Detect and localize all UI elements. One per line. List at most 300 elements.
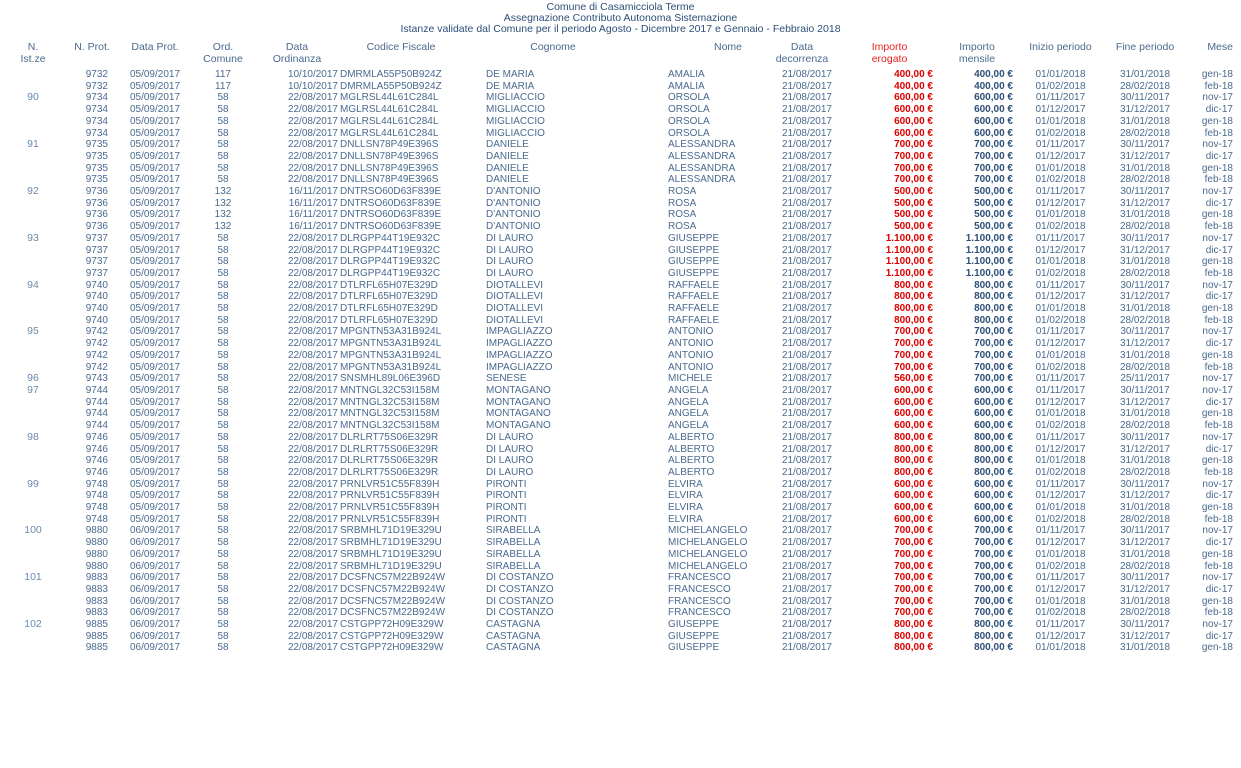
cell-inizio-periodo: 01/02/2018: [1035, 267, 1086, 279]
cell-mese: dic-17: [1205, 630, 1233, 642]
cell-n-prot: 9742: [85, 326, 108, 338]
cell-fine-periodo: 31/12/2017: [1119, 338, 1171, 350]
cell-mese: feb-18: [1204, 361, 1233, 373]
cell-data-ordinanza: 22/08/2017: [287, 455, 338, 467]
cell-ord-comune: 58: [217, 513, 229, 525]
cell-inizio-periodo: 01/01/2018: [1035, 408, 1086, 420]
table-row: [0, 455, 1241, 467]
cell-data-prot: 05/09/2017: [129, 197, 181, 209]
cell-cognome: DI LAURO: [486, 455, 534, 467]
cell-nome: ORSOLA: [668, 115, 710, 127]
cell-data-ordinanza: 22/08/2017: [287, 104, 338, 116]
cell-fine-periodo: 31/01/2018: [1119, 115, 1171, 127]
cell-data-prot: 05/09/2017: [129, 455, 181, 467]
cell-mese: gen-18: [1201, 548, 1233, 560]
cell-data-ordinanza: 22/08/2017: [287, 291, 338, 303]
cell-n-istze: [0, 291, 66, 303]
cell-importo-mensile: 500,00 €: [974, 186, 1013, 198]
cell-n-istze: 97: [27, 384, 39, 396]
cell-nome: GIUSEPPE: [668, 232, 720, 244]
cell-inizio-periodo: 01/12/2017: [1035, 104, 1086, 116]
cell-codice-fiscale: MNTNGL32C53I158M: [340, 396, 440, 408]
cell-data-ordinanza: 22/08/2017: [287, 256, 338, 268]
cell-ord-comune: 58: [217, 548, 229, 560]
cell-importo-mensile: 600,00 €: [974, 502, 1013, 514]
cell-importo-erogato: 800,00 €: [894, 279, 933, 291]
cell-n-istze: 96: [27, 373, 39, 385]
cell-data-decorrenza: 21/08/2017: [781, 513, 832, 525]
cell-codice-fiscale: PRNLVR51C55F839H: [340, 502, 440, 514]
header-label-line1: Mese: [1207, 41, 1233, 53]
cell-inizio-periodo: 01/12/2017: [1035, 537, 1086, 549]
cell-mese: dic-17: [1205, 291, 1233, 303]
cell-cognome: PIRONTI: [486, 490, 527, 502]
cell-inizio-periodo: 01/11/2017: [1035, 186, 1086, 198]
cell-n-istze: [0, 116, 66, 128]
cell-fine-periodo: 28/02/2018: [1119, 513, 1171, 525]
table-row: [0, 174, 1241, 186]
cell-data-decorrenza: 21/08/2017: [781, 384, 832, 396]
cell-mese: dic-17: [1205, 396, 1233, 408]
cell-inizio-periodo: 01/12/2017: [1035, 197, 1086, 209]
cell-mese: nov-17: [1202, 572, 1233, 584]
cell-inizio-periodo: 01/12/2017: [1035, 583, 1086, 595]
cell-n-prot: 9737: [85, 244, 108, 256]
cell-importo-mensile: 600,00 €: [974, 408, 1013, 420]
cell-importo-erogato: 800,00 €: [894, 443, 933, 455]
cell-n-istze: [0, 104, 66, 116]
cell-mese: feb-18: [1204, 420, 1233, 432]
cell-data-decorrenza: 21/08/2017: [781, 408, 832, 420]
cell-mese: gen-18: [1201, 256, 1233, 268]
cell-n-istze: 94: [27, 279, 39, 291]
cell-importo-mensile: 1.100,00 €: [965, 267, 1013, 279]
table-row: [0, 467, 1241, 479]
cell-nome: ROSA: [668, 197, 697, 209]
cell-data-prot: 06/09/2017: [129, 560, 181, 572]
cell-inizio-periodo: 01/02/2018: [1035, 361, 1086, 373]
cell-mese: gen-18: [1201, 408, 1233, 420]
table-row: [0, 291, 1241, 303]
cell-mese: dic-17: [1205, 104, 1233, 116]
cell-codice-fiscale: DLRLRT75S06E329R: [340, 431, 439, 443]
cell-fine-periodo: 31/12/2017: [1119, 291, 1171, 303]
cell-importo-mensile: 1.100,00 €: [965, 244, 1013, 256]
cell-inizio-periodo: 01/11/2017: [1035, 373, 1086, 385]
cell-n-prot: 9748: [85, 513, 108, 525]
cell-nome: ANGELA: [668, 408, 709, 420]
cell-mese: dic-17: [1205, 443, 1233, 455]
cell-importo-erogato: 700,00 €: [894, 572, 933, 584]
cell-n-istze: 99: [27, 478, 39, 490]
cell-importo-erogato: 1.100,00 €: [885, 244, 933, 256]
cell-data-decorrenza: 21/08/2017: [781, 244, 832, 256]
cell-data-decorrenza: 21/08/2017: [781, 619, 832, 631]
cell-cognome: DANIELE: [486, 150, 529, 162]
cell-fine-periodo: 31/12/2017: [1119, 150, 1171, 162]
cell-data-ordinanza: 22/08/2017: [287, 548, 338, 560]
cell-fine-periodo: 31/12/2017: [1119, 630, 1171, 642]
cell-cognome: D'ANTONIO: [486, 209, 541, 221]
table-row: [0, 362, 1241, 374]
cell-importo-mensile: 600,00 €: [974, 115, 1013, 127]
cell-inizio-periodo: 01/11/2017: [1035, 92, 1086, 104]
header-label-line1: Inizio periodo: [1029, 41, 1092, 53]
cell-cognome: MONTAGANO: [486, 396, 551, 408]
cell-cognome: SIRABELLA: [486, 537, 541, 549]
table-row: [0, 326, 1241, 338]
cell-importo-erogato: 800,00 €: [894, 630, 933, 642]
cell-data-prot: 05/09/2017: [129, 478, 181, 490]
table-row: [0, 432, 1241, 444]
header-label-line2: decorrenza: [775, 53, 829, 65]
cell-cognome: DI COSTANZO: [486, 607, 554, 619]
cell-n-istze: [0, 268, 66, 280]
cell-ord-comune: 58: [217, 361, 229, 373]
cell-data-decorrenza: 21/08/2017: [781, 232, 832, 244]
cell-n-prot: 9737: [85, 256, 108, 268]
cell-importo-erogato: 500,00 €: [894, 209, 933, 221]
cell-importo-mensile: 700,00 €: [974, 537, 1013, 549]
cell-importo-erogato: 700,00 €: [894, 338, 933, 350]
col-importo-erogato: [842, 41, 937, 69]
cell-inizio-periodo: 01/12/2017: [1035, 150, 1086, 162]
cell-data-decorrenza: 21/08/2017: [781, 455, 832, 467]
cell-importo-erogato: 560,00 €: [894, 373, 933, 385]
cell-n-istze: [0, 362, 66, 374]
table-row: [0, 525, 1241, 537]
cell-fine-periodo: 31/01/2018: [1119, 256, 1171, 268]
cell-importo-mensile: 700,00 €: [974, 583, 1013, 595]
cell-data-prot: 05/09/2017: [129, 232, 181, 244]
cell-importo-mensile: 600,00 €: [974, 396, 1013, 408]
cell-nome: GIUSEPPE: [668, 244, 720, 256]
cell-mese: feb-18: [1204, 607, 1233, 619]
cell-cognome: DE MARIA: [486, 69, 535, 80]
cell-nome: AMALIA: [668, 80, 705, 92]
cell-codice-fiscale: DTLRFL65H07E329D: [340, 279, 438, 291]
cell-cognome: PIRONTI: [486, 513, 527, 525]
table-row: [0, 607, 1241, 619]
cell-data-decorrenza: 21/08/2017: [781, 443, 832, 455]
cell-fine-periodo: 31/01/2018: [1119, 69, 1171, 80]
cell-fine-periodo: 30/11/2017: [1120, 572, 1170, 584]
cell-importo-erogato: 700,00 €: [894, 583, 933, 595]
cell-cognome: CASTAGNA: [486, 619, 541, 631]
cell-data-prot: 05/09/2017: [129, 80, 181, 92]
cell-codice-fiscale: MGLRSL44L61C284L: [340, 104, 439, 116]
cell-codice-fiscale: DNLLSN78P49E396S: [340, 150, 439, 162]
cell-n-istze: [0, 81, 66, 93]
table-row: [0, 350, 1241, 362]
cell-ord-comune: 58: [217, 174, 229, 186]
table-body: [0, 69, 1241, 654]
cell-cognome: DIOTALLEVI: [486, 303, 544, 315]
table-row: [0, 139, 1241, 151]
cell-ord-comune: 58: [217, 466, 229, 478]
table-row: [0, 479, 1241, 491]
cell-importo-erogato: 600,00 €: [894, 513, 933, 525]
cell-cognome: CASTAGNA: [486, 642, 541, 654]
cell-cognome: SIRABELLA: [486, 560, 541, 572]
cell-n-istze: [0, 163, 66, 175]
cell-ord-comune: 58: [217, 162, 229, 174]
cell-n-istze: [0, 420, 66, 432]
cell-nome: FRANCESCO: [668, 583, 731, 595]
cell-n-prot: 9742: [85, 361, 108, 373]
cell-codice-fiscale: DNTRSO60D63F839E: [340, 221, 442, 233]
cell-importo-erogato: 700,00 €: [894, 349, 933, 361]
cell-cognome: DIOTALLEVI: [486, 314, 544, 326]
cell-importo-mensile: 800,00 €: [974, 279, 1013, 291]
cell-n-prot: 9737: [85, 267, 108, 279]
cell-inizio-periodo: 01/01/2018: [1035, 69, 1086, 80]
col-inizio-periodo: [1017, 41, 1104, 69]
cell-data-prot: 06/09/2017: [129, 583, 181, 595]
cell-data-decorrenza: 21/08/2017: [781, 537, 832, 549]
cell-ord-comune: 58: [217, 267, 229, 279]
cell-mese: feb-18: [1204, 80, 1233, 92]
table-row: [0, 256, 1241, 268]
cell-inizio-periodo: 01/02/2018: [1035, 607, 1086, 619]
table-row: [0, 549, 1241, 561]
table-row: [0, 561, 1241, 573]
header-label-line1: N. Prot.: [74, 41, 110, 53]
cell-inizio-periodo: 01/11/2017: [1035, 525, 1086, 537]
cell-importo-mensile: 800,00 €: [974, 642, 1013, 654]
cell-codice-fiscale: DCSFNC57M22B924W: [340, 607, 446, 619]
cell-data-ordinanza: 22/08/2017: [287, 513, 338, 525]
cell-codice-fiscale: MNTNGL32C53I158M: [340, 420, 440, 432]
cell-inizio-periodo: 01/01/2018: [1035, 595, 1086, 607]
cell-fine-periodo: 31/01/2018: [1119, 209, 1171, 221]
cell-data-ordinanza: 22/08/2017: [287, 443, 338, 455]
cell-n-istze: 102: [24, 619, 42, 631]
cell-nome: ALESSANDRA: [668, 150, 736, 162]
istanze-table: [0, 41, 1241, 654]
cell-mese: nov-17: [1202, 373, 1233, 385]
cell-data-prot: 05/09/2017: [129, 209, 181, 221]
cell-inizio-periodo: 01/01/2018: [1035, 162, 1086, 174]
cell-n-prot: 9744: [85, 384, 108, 396]
cell-fine-periodo: 31/01/2018: [1119, 303, 1171, 315]
cell-inizio-periodo: 01/11/2017: [1035, 619, 1086, 631]
cell-data-prot: 05/09/2017: [129, 396, 181, 408]
cell-nome: MICHELANGELO: [668, 537, 748, 549]
cell-inizio-periodo: 01/02/2018: [1035, 127, 1086, 139]
cell-ord-comune: 58: [217, 338, 229, 350]
cell-n-istze: [0, 490, 66, 502]
col-n-prot: [66, 41, 118, 69]
cell-codice-fiscale: DMRMLA55P50B924Z: [340, 69, 442, 80]
cell-mese: nov-17: [1202, 525, 1233, 537]
cell-data-prot: 05/09/2017: [129, 513, 181, 525]
cell-ord-comune: 58: [217, 595, 229, 607]
cell-fine-periodo: 28/02/2018: [1119, 560, 1171, 572]
cell-importo-erogato: 1.100,00 €: [885, 267, 933, 279]
cell-fine-periodo: 31/12/2017: [1119, 244, 1171, 256]
cell-importo-mensile: 500,00 €: [974, 209, 1013, 221]
cell-codice-fiscale: DCSFNC57M22B924W: [340, 595, 446, 607]
cell-nome: ORSOLA: [668, 104, 710, 116]
cell-data-decorrenza: 21/08/2017: [781, 162, 832, 174]
cell-codice-fiscale: SRBMHL71D19E329U: [340, 548, 442, 560]
table-row: [0, 280, 1241, 292]
cell-data-decorrenza: 21/08/2017: [781, 326, 832, 338]
cell-codice-fiscale: SRBMHL71D19E329U: [340, 560, 442, 572]
cell-cognome: DIOTALLEVI: [486, 291, 544, 303]
cell-data-prot: 05/09/2017: [129, 69, 181, 80]
cell-data-decorrenza: 21/08/2017: [781, 338, 832, 350]
cell-data-ordinanza: 22/08/2017: [287, 502, 338, 514]
cell-ord-comune: 58: [217, 384, 229, 396]
cell-cognome: DANIELE: [486, 174, 529, 186]
cell-importo-erogato: 400,00 €: [894, 80, 933, 92]
cell-codice-fiscale: PRNLVR51C55F839H: [340, 478, 440, 490]
cell-n-prot: 9735: [85, 174, 108, 186]
cell-fine-periodo: 28/02/2018: [1119, 174, 1171, 186]
cell-data-ordinanza: 22/08/2017: [287, 396, 338, 408]
cell-data-ordinanza: 22/08/2017: [287, 478, 338, 490]
col-codice-fiscale: [340, 41, 462, 69]
cell-ord-comune: 58: [217, 396, 229, 408]
cell-data-decorrenza: 21/08/2017: [781, 197, 832, 209]
cell-codice-fiscale: DTLRFL65H07E329D: [340, 303, 438, 315]
cell-inizio-periodo: 01/12/2017: [1035, 244, 1086, 256]
cell-importo-mensile: 800,00 €: [974, 466, 1013, 478]
cell-codice-fiscale: DLRLRT75S06E329R: [340, 443, 439, 455]
cell-mese: gen-18: [1201, 162, 1233, 174]
cell-cognome: MIGLIACCIO: [486, 92, 545, 104]
cell-ord-comune: 58: [217, 607, 229, 619]
cell-ord-comune: 58: [217, 256, 229, 268]
cell-mese: dic-17: [1205, 338, 1233, 350]
cell-importo-mensile: 1.100,00 €: [965, 256, 1013, 268]
table-row: [0, 373, 1241, 385]
cell-mese: gen-18: [1201, 209, 1233, 221]
cell-ord-comune: 58: [217, 431, 229, 443]
cell-n-prot: 9734: [85, 127, 108, 139]
cell-nome: GIUSEPPE: [668, 642, 720, 654]
cell-cognome: DI LAURO: [486, 232, 534, 244]
cell-data-prot: 05/09/2017: [129, 139, 181, 151]
cell-ord-comune: 58: [217, 349, 229, 361]
cell-n-prot: 9883: [85, 583, 108, 595]
cell-inizio-periodo: 01/01/2018: [1035, 349, 1086, 361]
cell-nome: ELVIRA: [668, 502, 703, 514]
cell-importo-mensile: 700,00 €: [974, 150, 1013, 162]
cell-n-prot: 9732: [85, 69, 108, 80]
title-comune: Comune di Casamicciola Terme: [546, 1, 695, 13]
cell-importo-erogato: 700,00 €: [894, 162, 933, 174]
cell-nome: ELVIRA: [668, 513, 703, 525]
cell-n-istze: [0, 514, 66, 526]
cell-data-decorrenza: 21/08/2017: [781, 595, 832, 607]
cell-mese: feb-18: [1204, 127, 1233, 139]
cell-nome: ANGELA: [668, 384, 709, 396]
cell-importo-erogato: 700,00 €: [894, 537, 933, 549]
cell-importo-erogato: 800,00 €: [894, 466, 933, 478]
cell-fine-periodo: 30/11/2017: [1120, 279, 1170, 291]
cell-n-istze: [0, 69, 66, 81]
cell-ord-comune: 58: [217, 630, 229, 642]
cell-importo-erogato: 700,00 €: [894, 595, 933, 607]
cell-importo-erogato: 700,00 €: [894, 560, 933, 572]
cell-ord-comune: 132: [214, 221, 232, 233]
cell-cognome: IMPAGLIAZZO: [486, 349, 553, 361]
cell-data-decorrenza: 21/08/2017: [781, 291, 832, 303]
cell-data-ordinanza: 16/11/2017: [288, 197, 338, 209]
cell-data-decorrenza: 21/08/2017: [781, 431, 832, 443]
cell-n-prot: 9735: [85, 150, 108, 162]
cell-n-prot: 9883: [85, 607, 108, 619]
cell-mese: gen-18: [1201, 349, 1233, 361]
cell-fine-periodo: 31/01/2018: [1119, 502, 1171, 514]
cell-n-prot: 9737: [85, 232, 108, 244]
cell-n-istze: 95: [27, 326, 39, 338]
cell-fine-periodo: 31/12/2017: [1119, 443, 1171, 455]
cell-inizio-periodo: 01/12/2017: [1035, 396, 1086, 408]
cell-inizio-periodo: 01/01/2018: [1035, 502, 1086, 514]
cell-data-prot: 06/09/2017: [129, 630, 181, 642]
cell-inizio-periodo: 01/02/2018: [1035, 560, 1086, 572]
table-row: [0, 163, 1241, 175]
cell-ord-comune: 58: [217, 455, 229, 467]
cell-importo-mensile: 700,00 €: [974, 572, 1013, 584]
cell-importo-mensile: 400,00 €: [974, 80, 1013, 92]
cell-data-decorrenza: 21/08/2017: [781, 115, 832, 127]
table-row: [0, 420, 1241, 432]
cell-importo-mensile: 600,00 €: [974, 420, 1013, 432]
cell-importo-mensile: 1.100,00 €: [965, 232, 1013, 244]
cell-data-ordinanza: 22/08/2017: [287, 537, 338, 549]
cell-importo-mensile: 800,00 €: [974, 291, 1013, 303]
table-row: [0, 619, 1241, 631]
cell-inizio-periodo: 01/11/2017: [1035, 279, 1086, 291]
cell-importo-erogato: 600,00 €: [894, 490, 933, 502]
cell-codice-fiscale: CSTGPP72H09E329W: [340, 642, 444, 654]
cell-data-ordinanza: 22/08/2017: [287, 127, 338, 139]
cell-n-istze: 90: [27, 92, 39, 104]
cell-ord-comune: 58: [217, 326, 229, 338]
cell-codice-fiscale: MGLRSL44L61C284L: [340, 92, 439, 104]
cell-data-decorrenza: 21/08/2017: [781, 560, 832, 572]
cell-codice-fiscale: CSTGPP72H09E329W: [340, 630, 444, 642]
cell-mese: feb-18: [1204, 513, 1233, 525]
cell-importo-erogato: 1.100,00 €: [885, 232, 933, 244]
cell-data-prot: 06/09/2017: [129, 525, 181, 537]
cell-data-decorrenza: 21/08/2017: [781, 466, 832, 478]
cell-data-decorrenza: 21/08/2017: [781, 525, 832, 537]
cell-fine-periodo: 30/11/2017: [1120, 619, 1170, 631]
cell-importo-erogato: 400,00 €: [894, 69, 933, 80]
cell-fine-periodo: 28/02/2018: [1119, 361, 1171, 373]
cell-n-prot: 9885: [85, 619, 108, 631]
cell-ord-comune: 132: [214, 209, 232, 221]
cell-importo-erogato: 700,00 €: [894, 548, 933, 560]
cell-data-prot: 05/09/2017: [129, 361, 181, 373]
col-mese: [1186, 41, 1241, 69]
cell-importo-erogato: 700,00 €: [894, 361, 933, 373]
cell-codice-fiscale: DNTRSO60D63F839E: [340, 209, 442, 221]
cell-mese: nov-17: [1202, 186, 1233, 198]
cell-n-istze: [0, 467, 66, 479]
cell-ord-comune: 58: [217, 525, 229, 537]
cell-nome: ANGELA: [668, 396, 709, 408]
cell-n-istze: [0, 174, 66, 186]
cell-n-istze: [0, 455, 66, 467]
cell-cognome: DI LAURO: [486, 244, 534, 256]
